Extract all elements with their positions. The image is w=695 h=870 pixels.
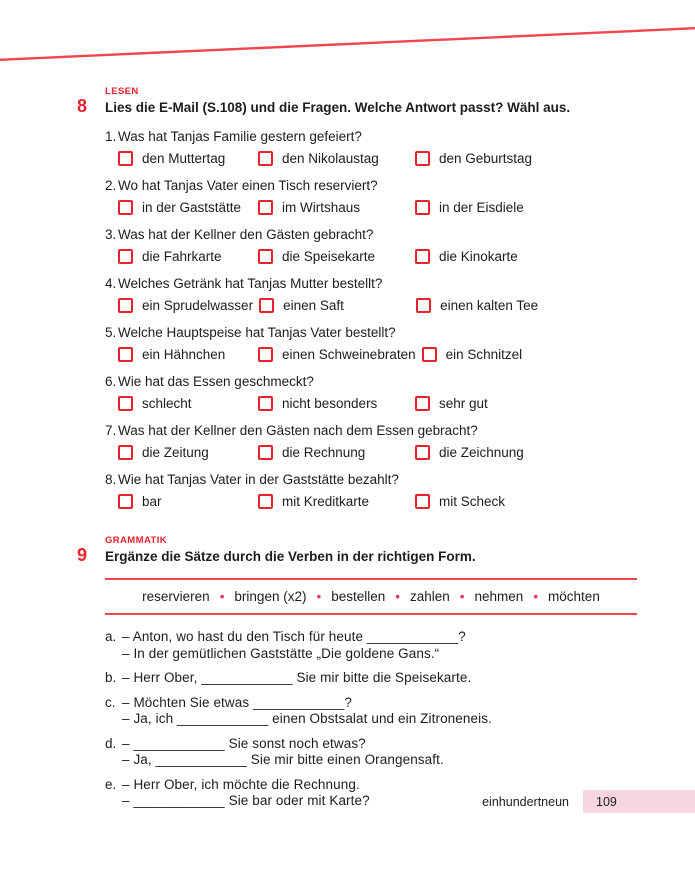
checkbox[interactable] (258, 200, 273, 215)
checkbox[interactable] (118, 200, 133, 215)
page-number-box (583, 790, 695, 813)
question (105, 373, 637, 412)
option-label: einen Saft (283, 298, 344, 313)
option-label: schlecht (142, 396, 192, 411)
question (105, 471, 637, 510)
answer-option[interactable] (415, 199, 637, 216)
question-list (105, 128, 637, 510)
dialogue-line: – Ja, ____________ Sie mir bitte einen Orangensaft. (122, 752, 444, 767)
answer-option[interactable] (416, 297, 637, 314)
question-number: 2. (105, 178, 117, 193)
checkbox[interactable] (118, 445, 133, 460)
option-label: den Muttertag (142, 151, 226, 166)
section-grammatik (77, 535, 637, 810)
option-label: ein Schnitzel (445, 347, 523, 362)
page-number-word: einhundertneun (482, 794, 569, 809)
checkbox[interactable] (258, 347, 273, 362)
item-letter: d. (105, 735, 117, 751)
checkbox[interactable] (415, 151, 430, 166)
option-label: die Zeitung (142, 445, 209, 460)
answer-option[interactable] (415, 248, 637, 265)
page-content (77, 86, 637, 818)
answer-option[interactable] (258, 346, 422, 363)
item-letter: b. (105, 670, 117, 685)
checkbox[interactable] (415, 494, 430, 509)
section-number: 9 (77, 545, 88, 565)
gap-fill-item (105, 695, 637, 728)
option-label: nicht besonders (282, 396, 378, 411)
option-label: bar (142, 494, 162, 509)
dialogue-line: – Anton, wo hast du den Tisch für heute ____________? (122, 629, 466, 644)
dialogue-line: – Möchten Sie etwas ____________? (122, 694, 352, 710)
option-label: den Nikolaustag (282, 151, 379, 166)
checkbox[interactable] (258, 151, 273, 166)
question-text: Welches Getränk hat Tanjas Mutter bestellt? (118, 276, 383, 291)
answer-option[interactable] (118, 150, 258, 167)
checkbox[interactable] (258, 494, 273, 509)
section-label: GRAMMATIK (105, 535, 167, 546)
option-label: den Geburtstag (439, 151, 533, 166)
gap-fill-item (105, 629, 637, 662)
question-text: Wie hat das Essen geschmeckt? (118, 374, 314, 389)
answer-option[interactable] (118, 199, 258, 216)
section-instruction: Ergänze die Sätze durch die Verben in der richtigen Form. (105, 549, 476, 564)
answer-option[interactable] (258, 493, 415, 510)
item-letter: e. (105, 776, 117, 792)
word-bank-item: • nehmen (460, 588, 524, 605)
answer-option[interactable] (415, 444, 637, 461)
answer-option[interactable] (415, 395, 637, 412)
option-label: im Wirtshaus (282, 200, 361, 215)
question (105, 177, 637, 216)
word-bank-item: • bringen (x2) (220, 588, 307, 605)
checkbox[interactable] (416, 298, 431, 313)
answer-option[interactable] (422, 346, 637, 363)
option-label: sehr gut (439, 396, 488, 411)
word-bank-item: • möchten (533, 588, 600, 605)
option-label: in der Gaststätte (142, 200, 242, 215)
checkbox[interactable] (118, 494, 133, 509)
question (105, 422, 637, 461)
answer-option[interactable] (258, 150, 415, 167)
question-number: 8. (105, 472, 117, 487)
option-label: mit Kreditkarte (282, 494, 370, 509)
page-footer (482, 790, 695, 813)
page-number: 109 (596, 794, 617, 809)
checkbox[interactable] (118, 249, 133, 264)
question-text: Wo hat Tanjas Vater einen Tisch reserviert? (118, 178, 378, 193)
question-text: Was hat der Kellner den Gästen gebracht? (118, 227, 374, 242)
word-bank-item: reservieren (142, 589, 210, 604)
question-text: Wie hat Tanjas Vater in der Gaststätte bezahlt? (118, 472, 399, 487)
option-label: in der Eisdiele (439, 200, 524, 215)
option-label: einen Schweinebraten (282, 347, 416, 362)
question-number: 3. (105, 227, 117, 242)
dialogue-line: – ____________ Sie bar oder mit Karte? (122, 793, 370, 808)
answer-option[interactable] (415, 493, 637, 510)
dialogue-line: – ____________ Sie sonst noch etwas? (122, 735, 366, 751)
question-text: Welche Hauptspeise hat Tanjas Vater bestellt? (118, 325, 396, 340)
checkbox[interactable] (415, 445, 430, 460)
checkbox[interactable] (118, 298, 133, 313)
question-number: 1. (105, 129, 117, 144)
dialogue-line: – In der gemütlichen Gaststätte „Die goldene Gans.“ (122, 645, 440, 661)
answer-option[interactable] (258, 444, 415, 461)
answer-option[interactable] (259, 297, 416, 314)
gap-fill-item (105, 736, 637, 769)
answer-option[interactable] (415, 150, 637, 167)
answer-option[interactable] (118, 444, 258, 461)
option-label: die Zeichnung (439, 445, 524, 460)
answer-option[interactable] (118, 297, 259, 314)
checkbox[interactable] (258, 445, 273, 460)
option-label: die Speisekarte (282, 249, 376, 264)
gap-fill-items (105, 629, 637, 810)
item-letter: c. (105, 694, 116, 710)
section-label: LESEN (105, 86, 139, 97)
answer-option[interactable] (258, 395, 415, 412)
option-label: die Kinokarte (439, 249, 518, 264)
checkbox[interactable] (118, 396, 133, 411)
answer-option[interactable] (118, 493, 258, 510)
option-label: die Rechnung (282, 445, 366, 460)
question-number: 4. (105, 276, 117, 291)
checkbox[interactable] (422, 347, 437, 362)
section-lesen (77, 86, 637, 510)
option-label: die Fahrkarte (142, 249, 222, 264)
dialogue-line: – Herr Ober, ich möchte die Rechnung. (122, 776, 360, 792)
answer-option[interactable] (258, 199, 415, 216)
word-bank-item: • bestellen (316, 588, 385, 605)
answer-option[interactable] (118, 346, 258, 363)
dialogue-line: – Herr Ober, ____________ Sie mir bitte die Speisekarte. (122, 670, 472, 685)
dialogue-line: – Ja, ich ____________ einen Obstsalat und ein Zitroneneis. (122, 711, 492, 726)
question-number: 5. (105, 325, 117, 340)
checkbox[interactable] (415, 396, 430, 411)
section-number: 8 (77, 96, 88, 116)
item-letter: a. (105, 629, 117, 644)
question-number: 6. (105, 374, 117, 389)
checkbox[interactable] (415, 200, 430, 215)
question (105, 324, 637, 363)
option-label: mit Scheck (439, 494, 506, 509)
gap-fill-item (105, 670, 637, 687)
option-label: ein Sprudelwasser (142, 298, 254, 313)
answer-option[interactable] (258, 248, 415, 265)
question-text: Was hat Tanjas Familie gestern gefeiert? (118, 129, 362, 144)
option-label: einen kalten Tee (440, 298, 539, 313)
question-number: 7. (105, 423, 117, 438)
checkbox[interactable] (259, 298, 274, 313)
answer-option[interactable] (118, 395, 258, 412)
checkbox[interactable] (118, 347, 133, 362)
diagonal-accent-line (0, 0, 695, 70)
word-bank (105, 578, 637, 615)
question (105, 275, 637, 314)
word-bank-item: • zahlen (395, 588, 450, 605)
checkbox[interactable] (258, 396, 273, 411)
checkbox[interactable] (258, 249, 273, 264)
answer-option[interactable] (118, 248, 258, 265)
question (105, 128, 637, 167)
question-text: Was hat der Kellner den Gästen nach dem Essen gebracht? (118, 423, 478, 438)
section-instruction: Lies die E-Mail (S.108) und die Fragen. Welche Antwort passt? Wähl aus. (105, 100, 571, 115)
question (105, 226, 637, 265)
checkbox[interactable] (415, 249, 430, 264)
option-label: ein Hähnchen (142, 347, 226, 362)
checkbox[interactable] (118, 151, 133, 166)
